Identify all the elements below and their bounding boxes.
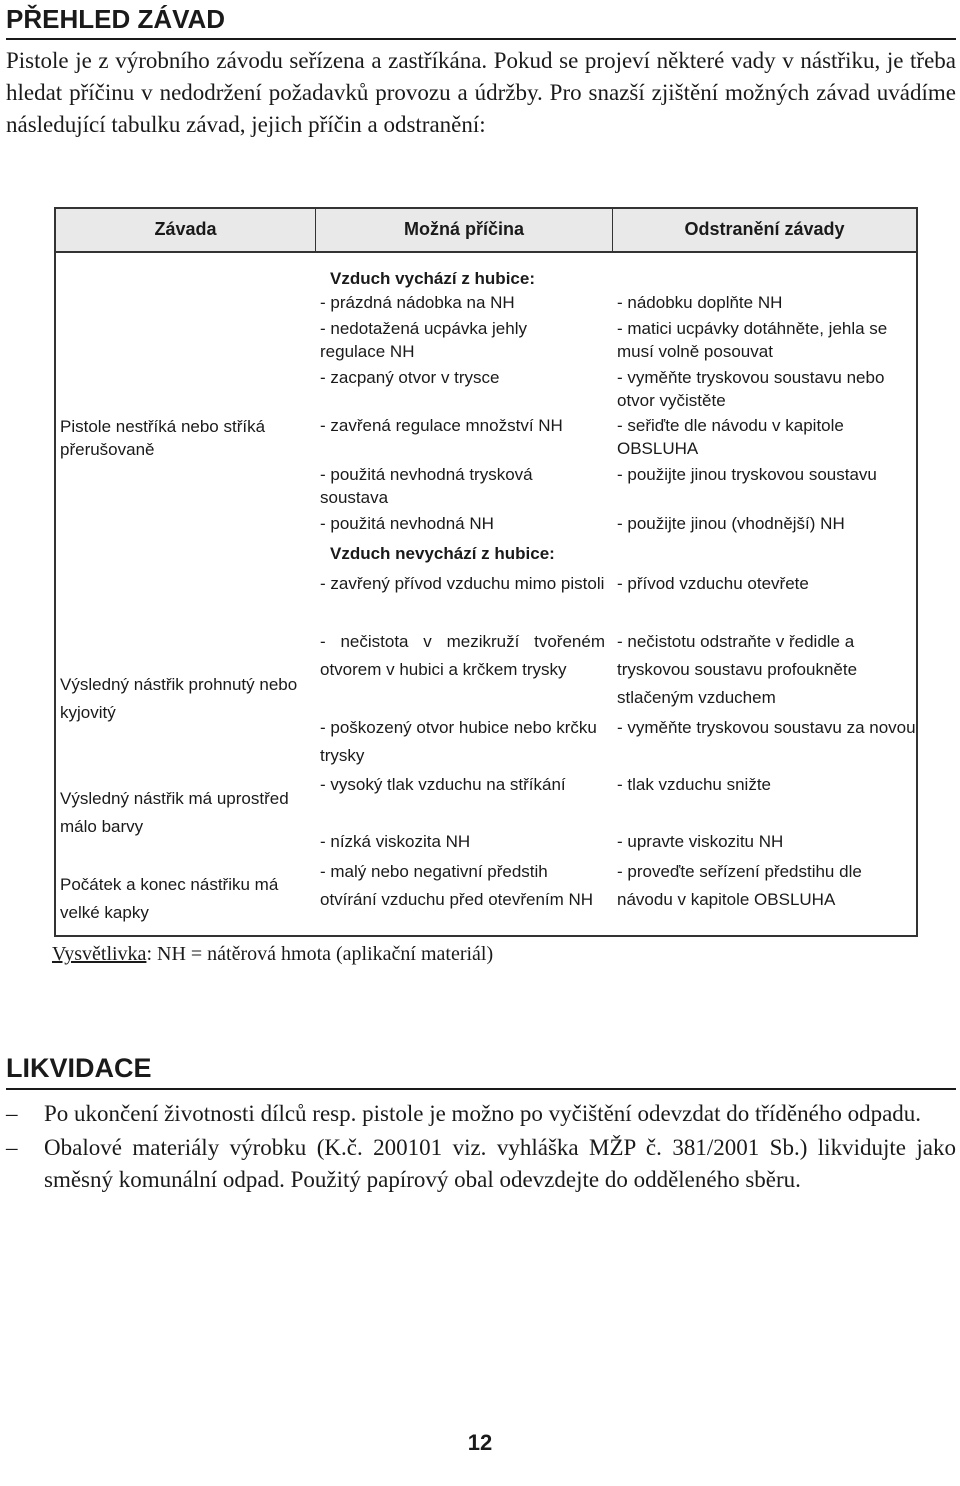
section-title-faults: PŘEHLED ZÁVAD (6, 2, 956, 40)
list-item (6, 1132, 956, 1196)
cause-cell: - zavřená regulace množství NH (320, 416, 563, 435)
legend-text: : NH = nátěrová hmota (aplikační materiál) (146, 943, 494, 965)
header-fault: Závada (154, 219, 217, 239)
remedy-cell: - nečistotu odstraňte v ředidle a tryskovou soustavu profoukněte stlačeným vzduchem (617, 632, 858, 707)
legend-label: Vysvětlivka (52, 943, 147, 965)
remedy-cell: - seřiďte dle návodu v kapitole OBSLUHA (617, 416, 844, 458)
list-item-text: Po ukončení životnosti dílců resp. pistole je možno po vyčištění odevzdat do tříděného odpadu. (44, 1101, 922, 1126)
remedy-cell: - vyměňte tryskovou soustavu nebo otvor vyčistěte (617, 368, 885, 410)
section-title-disposal: LIKVIDACE (6, 1050, 956, 1090)
fault-cell: Výsledný nástřik má uprostřed málo barvy (60, 789, 289, 836)
remedy-cell: - přívod vzduchu otevřete (617, 574, 809, 593)
header-cause: Možná příčina (403, 219, 524, 239)
cause-group-header: Vzduch vychází z hubice: (330, 269, 535, 288)
cause-cell: - nedotažená ucpávka jehly regulace NH (320, 319, 527, 361)
dash-bullet-icon: – (6, 1101, 18, 1126)
dash-bullet-icon: – (6, 1135, 18, 1160)
intro-paragraph: Pistole je z výrobního závodu seřízena a zastříkána. Pokud se projeví některé vady v nástřiku, je třeba hledat příčinu v nedodržení požadavků provozu a údržby. Pro snazší zjištění možných závad uvádíme následující tabulku závad, jejich příčin a odstranění: (6, 48, 956, 137)
list-item-text: Obalové materiály výrobku (K.č. 200101 viz. vyhláška MŽP č. 381/2001 Sb.) likvidujte jako směsný komunální odpad. Použitý papírový obal odevzdejte do odděleného sběru. (44, 1135, 956, 1192)
cause-cell: - zacpaný otvor v trysce (320, 368, 500, 387)
table-legend (52, 941, 493, 967)
cause-cell: - poškozený otvor hubice nebo krčku trysky (320, 718, 597, 765)
cause-cell: - prázdná nádobka na NH (320, 293, 515, 312)
remedy-cell: - vyměňte tryskovou soustavu za novou (617, 718, 916, 737)
remedy-cell: - použijte jinou (vhodnější) NH (617, 514, 845, 533)
cause-cell: - použitá nevhodná NH (320, 514, 494, 533)
header-remedy: Odstranění závady (684, 219, 845, 239)
page-number: 12 (467, 1430, 493, 1455)
cause-cell: - vysoký tlak vzduchu na stříkání (320, 775, 566, 794)
disposal-list (6, 1098, 956, 1198)
remedy-cell: - upravte viskozitu NH (617, 832, 784, 851)
cause-cell: - použitá nevhodná trysková soustava (320, 465, 533, 507)
cause-cell: - nečistota v mezikruží tvořeném otvorem v hubici a krčkem trysky (320, 632, 605, 679)
list-item (6, 1098, 956, 1130)
remedy-cell: - matici ucpávky dotáhněte, jehla se musí volně posouvat (617, 319, 888, 361)
remedy-cell: - nádobku doplňte NH (617, 293, 783, 312)
cause-cell: - malý nebo negativní předstih otvírání vzduchu před otevřením NH (320, 862, 594, 909)
fault-cell: Pistole nestříká nebo stříká přerušovaně (60, 417, 266, 459)
fault-cell: Počátek a konec nástřiku má velké kapky (60, 875, 279, 922)
cause-cell: - nízká viskozita NH (320, 832, 471, 851)
fault-cell: Výsledný nástřik prohnutý nebo kyjovitý (60, 675, 298, 722)
remedy-cell: - tlak vzduchu snižte (617, 775, 772, 794)
remedy-cell: - použijte jinou tryskovou soustavu (617, 465, 877, 484)
cause-group-header: Vzduch nevychází z hubice: (330, 544, 555, 563)
remedy-cell: - proveďte seřízení předstihu dle návodu v kapitole OBSLUHA (617, 862, 862, 909)
cause-cell: - zavřený přívod vzduchu mimo pistoli (320, 574, 605, 593)
